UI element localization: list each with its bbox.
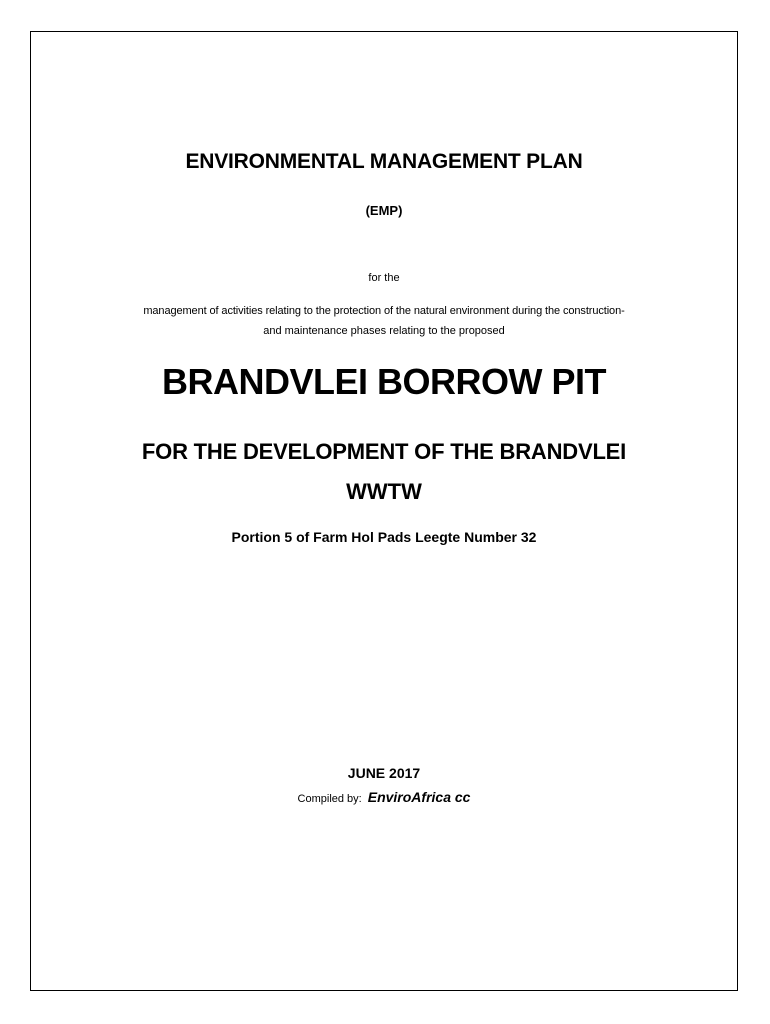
document-abbreviation: (EMP) [365, 203, 403, 218]
for-the-text: for the [368, 272, 400, 284]
document-title: ENVIRONMENTAL MANAGEMENT PLAN [185, 150, 583, 173]
page-border [30, 31, 738, 991]
document-date: JUNE 2017 [347, 765, 421, 781]
project-name: BRANDVLEI BORROW PIT [162, 361, 606, 402]
compiled-by-name: EnviroAfrica cc [367, 789, 471, 805]
property-description: Portion 5 of Farm Hol Pads Leegte Number 32 [231, 529, 537, 545]
compiled-by-label: Compiled by: [297, 793, 362, 805]
compiled-by [30, 789, 738, 805]
purpose-line-2: WWTW [346, 479, 422, 504]
purpose-line-1: FOR THE DEVELOPMENT OF THE BRANDVLEI [141, 439, 627, 464]
description-line-1: management of activities relating to the protection of the natural environment during the construction- [143, 305, 625, 317]
description-line-2: and maintenance phases relating to the proposed [263, 325, 505, 337]
